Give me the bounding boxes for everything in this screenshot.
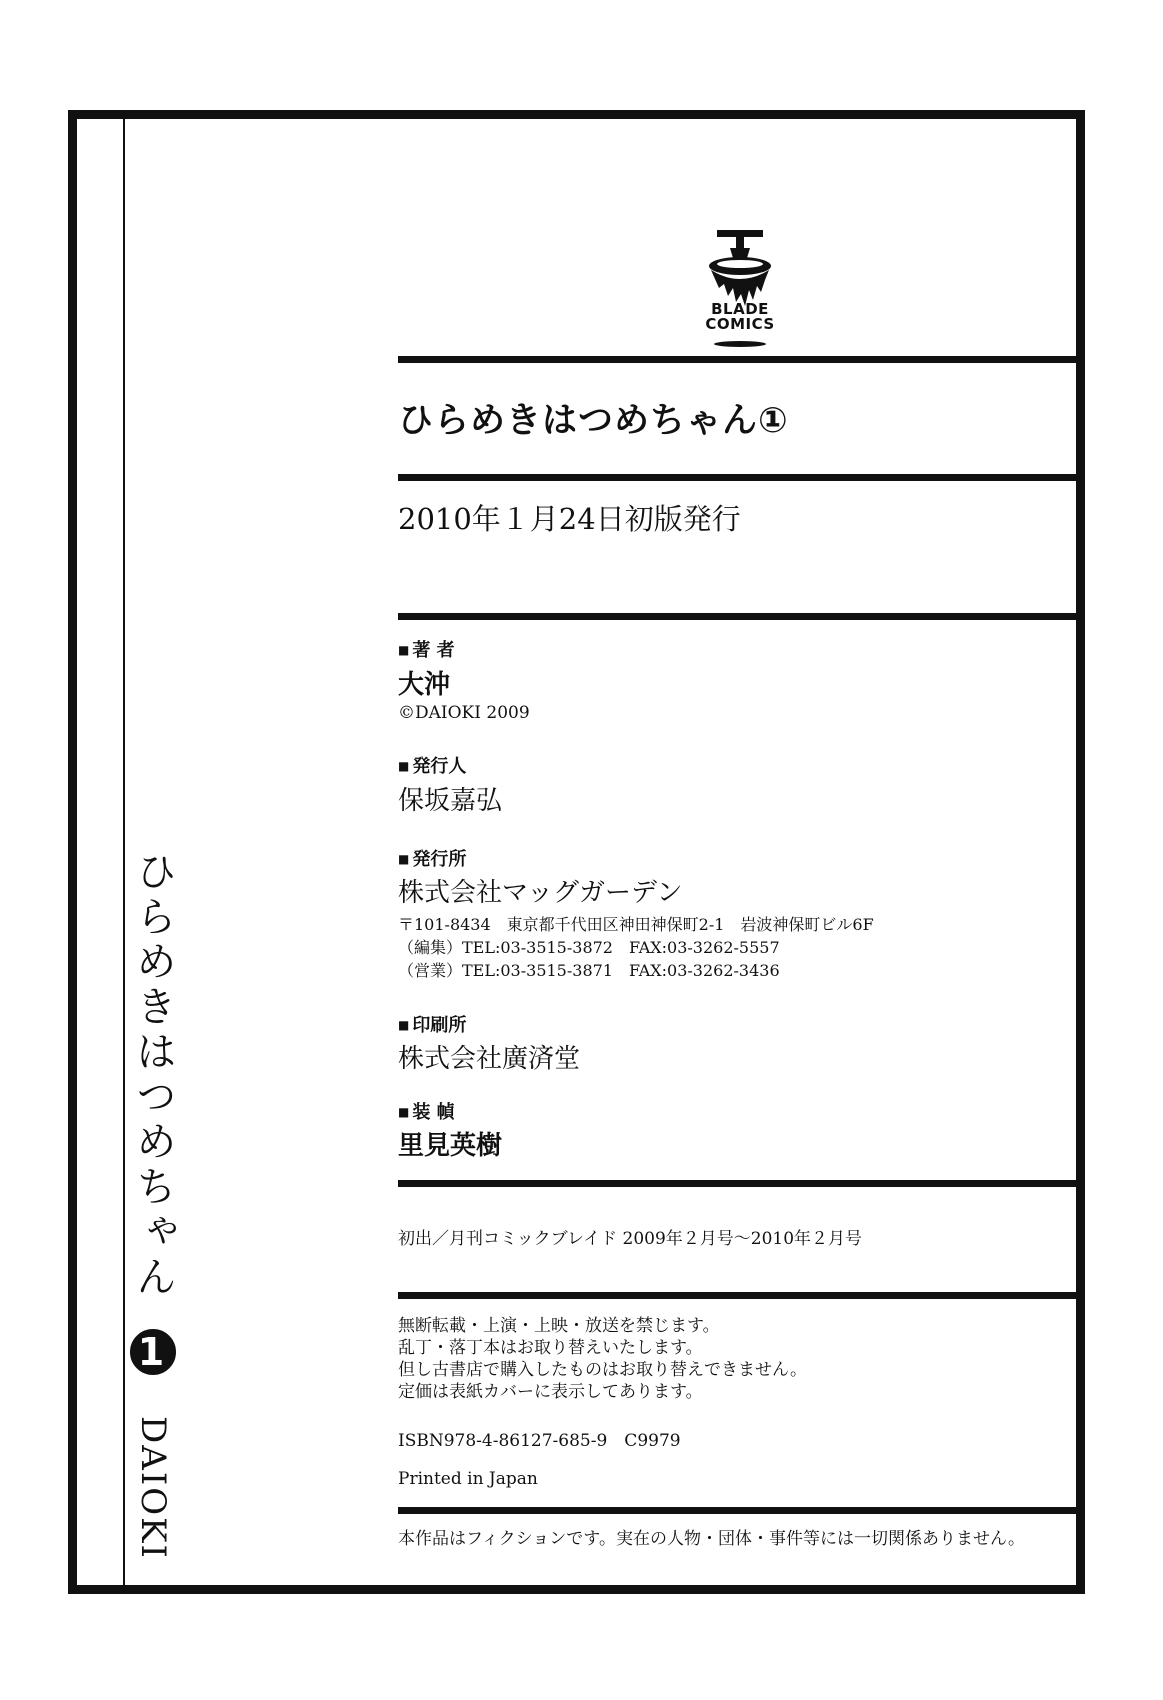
- fiction-notice: 本作品はフィクションです。実在の人物・団体・事件等には一切関係ありません。: [398, 1529, 1025, 1549]
- logo-line-blade: BLADE: [711, 300, 769, 318]
- notice-list: [398, 1315, 807, 1403]
- editorial-phone: （編集）TEL:03-3515-3872 FAX:03-3262-5557: [398, 938, 780, 957]
- publisher-address: 〒101-8434 東京都千代田区神田神保町2-1 岩波神保町ビル6F: [398, 915, 874, 934]
- isbn: ISBN978-4-86127-685-9 C9979: [398, 1431, 681, 1451]
- notice-item: 乱丁・落丁本はお取り替えいたします。: [398, 1338, 703, 1358]
- notice-item: 無断転載・上演・上映・放送を禁じます。: [398, 1316, 720, 1336]
- divider: [398, 1292, 1076, 1299]
- author-label: ■ 著 者: [398, 636, 455, 662]
- sales-phone: （営業）TEL:03-3515-3871 FAX:03-3262-3436: [398, 961, 780, 980]
- spine-volume: 1: [130, 1329, 176, 1375]
- design-label: ■ 装 幀: [398, 1098, 455, 1124]
- publisher: 株式会社マッグガーデン: [398, 878, 683, 908]
- spine-text: [118, 850, 188, 1560]
- divider: [398, 474, 1076, 481]
- publisher-person-label: ■ 発行人: [398, 752, 466, 778]
- publish-date: 2010年１月24日初版発行: [398, 502, 741, 536]
- copyright: ©DAIOKI 2009: [398, 703, 530, 723]
- notice-item: 但し古書店で購入したものはお取り替えできません。: [398, 1360, 808, 1380]
- divider: [398, 613, 1076, 620]
- spine-title: ひらめきはつめちゃん: [129, 850, 177, 1300]
- publisher-label: ■ 発行所: [398, 845, 466, 871]
- divider: [398, 1180, 1076, 1187]
- publisher-person: 保坂嘉弘: [398, 786, 503, 816]
- printed-in: Printed in Japan: [398, 1469, 538, 1489]
- designer: 里見英樹: [398, 1131, 503, 1161]
- notice-item: 定価は表紙カバーに表示してあります。: [398, 1382, 703, 1402]
- first-published: 初出／月刊コミックブレイド 2009年２月号～2010年２月号: [398, 1229, 863, 1249]
- spine-author: DAIOKI: [133, 1416, 173, 1561]
- book-title: ひらめきはつめちゃん①: [398, 401, 789, 441]
- logo-line-comics: COMICS: [705, 315, 775, 333]
- logo-text: [686, 302, 794, 332]
- author-name: 大沖: [398, 670, 451, 700]
- divider: [398, 356, 1076, 363]
- divider: [398, 1507, 1076, 1514]
- printer-label: ■ 印刷所: [398, 1011, 466, 1037]
- printer: 株式会社廣済堂: [398, 1044, 581, 1074]
